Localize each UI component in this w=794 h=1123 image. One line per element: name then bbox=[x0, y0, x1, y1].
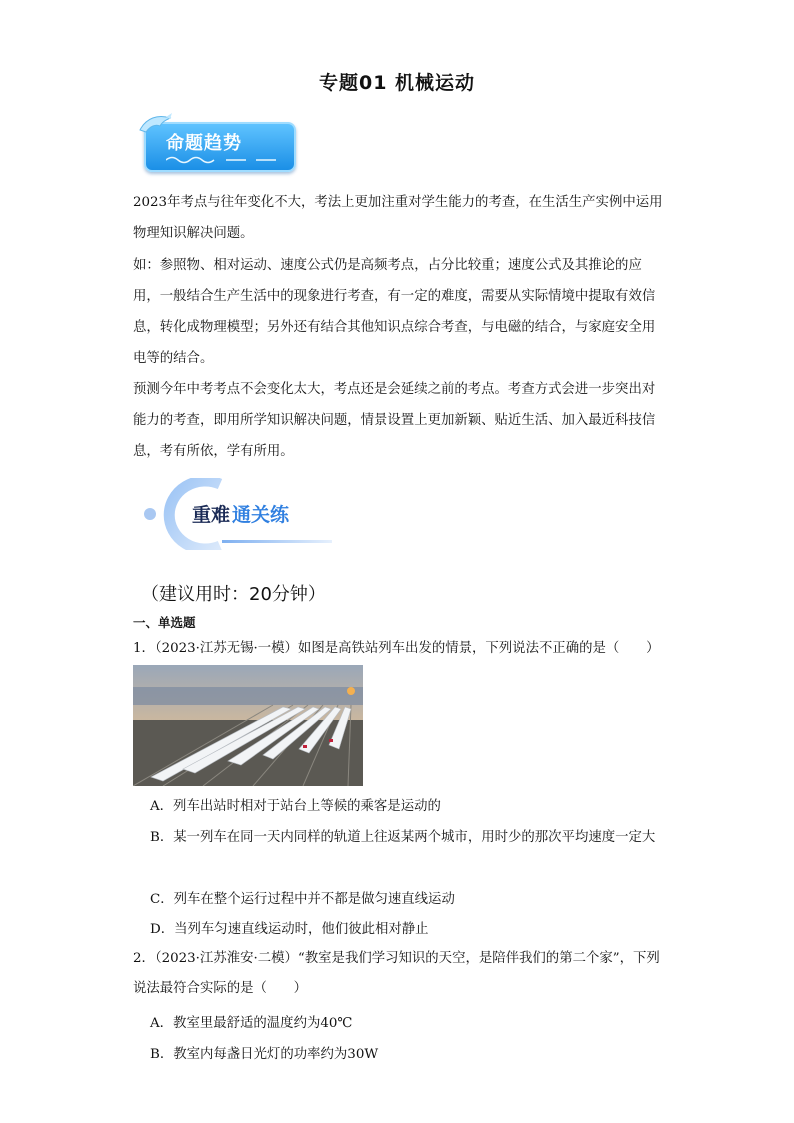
question-2-stem: 2．（2023·江苏淮安·二模）“教室是我们学习知识的天空，是陪伴我们的第二个家”，下列说法最符合实际的是（ ） bbox=[133, 951, 660, 996]
q1-option-b: B．某一列车在同一天内同样的轨道上往返某两个城市，用时少的那次平均速度一定大 bbox=[150, 830, 656, 845]
trend-badge bbox=[136, 112, 296, 174]
section-banner bbox=[140, 478, 335, 550]
banner-text-blue: 通关练 bbox=[232, 504, 290, 526]
banner-text-dark: 重难 bbox=[192, 504, 231, 526]
train-photo bbox=[133, 665, 363, 786]
banner-dot-icon bbox=[144, 508, 156, 520]
question-type-heading: 一、单选题 bbox=[133, 615, 196, 630]
intro-paragraph-1: 2023年考点与往年变化不大，考法上更加注重对学生能力的考查，在生活生产实例中运用物理知识解决问题。 bbox=[133, 195, 663, 241]
intro-paragraph-3: 预测今年中考考点不会变化太大，考点还是会延续之前的考点。考查方式会进一步突出对能力的考查，即用所学知识解决问题，情景设置上更加新颖、贴近生活、加入最近科技信息，考有所依，学有所用。 bbox=[133, 382, 656, 459]
q1-option-c: C．列车在整个运行过程中并不都是做匀速直线运动 bbox=[150, 892, 455, 907]
q1-option-a: A．列车出站时相对于站台上等候的乘客是运动的 bbox=[150, 799, 441, 814]
badge-label: 命题趋势 bbox=[166, 133, 242, 154]
intro-paragraph-2: 如：参照物、相对运动、速度公式仍是高频考点，占分比较重；速度公式及其推论的应用，一般结合生产生活中的现象进行考查，有一定的难度，需要从实际情境中提取有效信息，转化成物理模型；另外还有结合其他知识点综合考查，与电磁的结合，与家庭安全用电等的结合。 bbox=[133, 258, 656, 366]
suggested-time: （建议用时：20分钟） bbox=[141, 584, 326, 605]
question-1-stem: 1．（2023·江苏无锡·一模）如图是高铁站列车出发的情景，下列说法不正确的是（ ） bbox=[133, 641, 660, 656]
q2-option-b: B．教室内每盏日光灯的功率约为30W bbox=[150, 1047, 379, 1062]
q2-option-a: A．教室里最舒适的温度约为40℃ bbox=[150, 1016, 353, 1031]
wave-decoration-icon bbox=[166, 154, 286, 164]
q1-option-d: D．当列车匀速直线运动时，他们彼此相对静止 bbox=[150, 922, 429, 937]
page-title: 专题01 机械运动 bbox=[318, 72, 476, 94]
